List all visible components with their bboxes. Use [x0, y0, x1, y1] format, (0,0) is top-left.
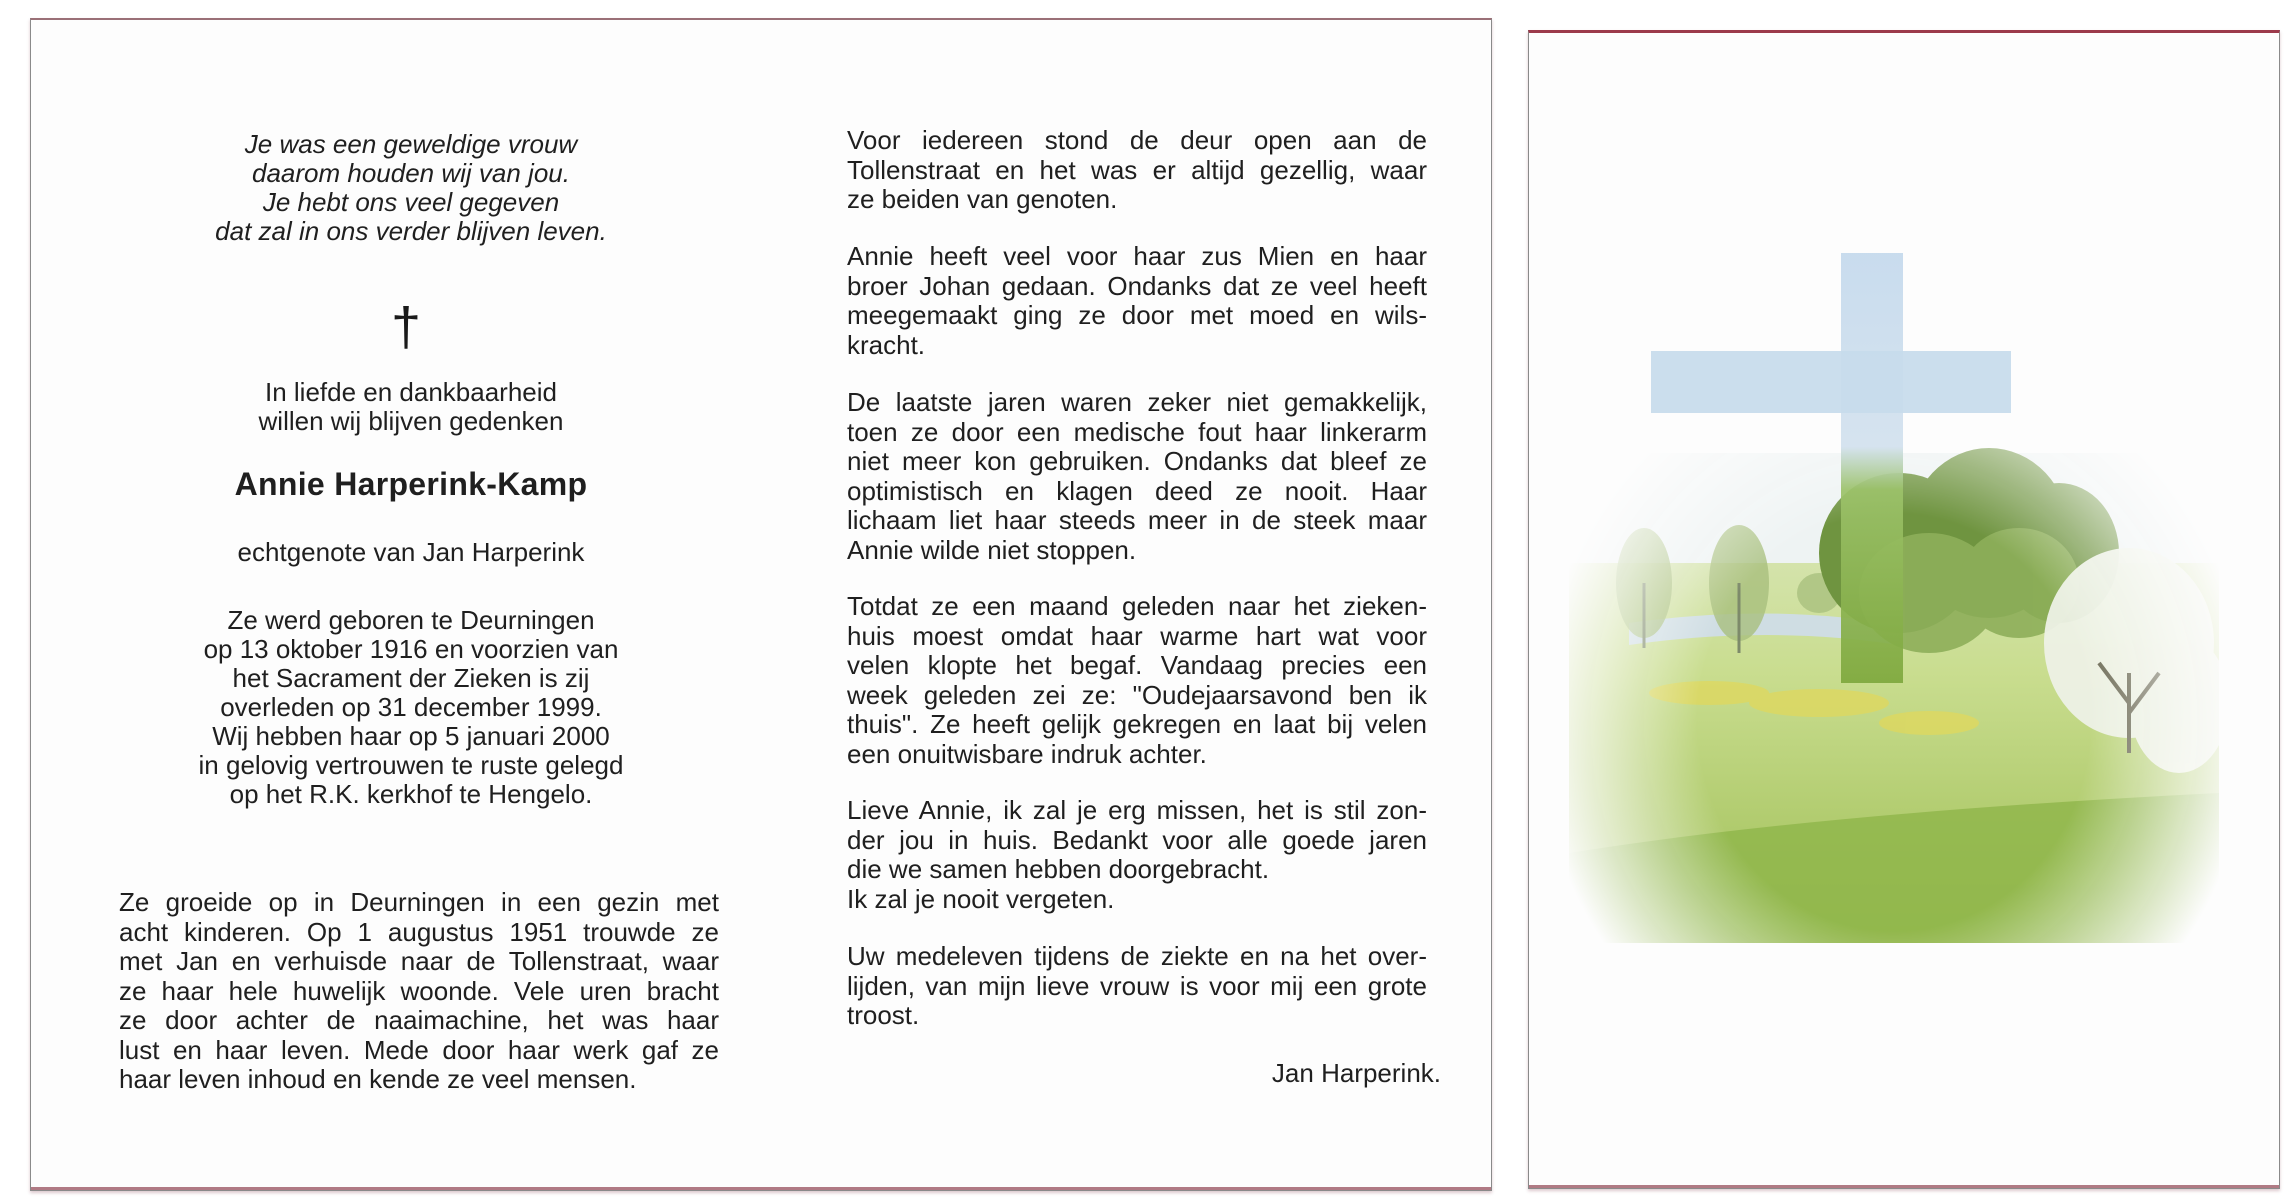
poem [31, 130, 791, 246]
picture-card [1528, 30, 2280, 1189]
paragraph-line: lichaam liet haar steeds meer in de steek maar [847, 505, 1427, 535]
bio-line: Ze groeide op in Deurningen in een gezin met [119, 887, 719, 917]
poem-line: Je was een geweldige vrouw [244, 129, 578, 159]
memory-paragraph [847, 388, 1427, 565]
detail-line: Ze werd geboren te Deurningen [227, 605, 595, 635]
detail-line: het Sacrament der Zieken is zij [232, 663, 590, 693]
intro-text [31, 378, 791, 436]
thanks-paragraph [847, 942, 1427, 1031]
bio-line: acht kinderen. Op 1 augustus 1951 trouwde ze [119, 916, 719, 947]
detail-line: overleden op 31 december 1999. [220, 692, 602, 722]
detail-line: op 13 oktober 1916 en voorzien van [203, 634, 619, 664]
paragraph-line: een onuitwisbare indruk achter. [847, 738, 1207, 769]
paragraph-line: De laatste jaren waren zeker niet gemakkelijk, [847, 387, 1427, 417]
deceased-name: Annie Harperink-Kamp [234, 466, 588, 502]
detail-line: op het R.K. kerkhof te Hengelo. [229, 779, 593, 809]
intro-line: In liefde en dankbaarheid [264, 377, 557, 407]
intro-line: willen wij blijven gedenken [258, 406, 564, 436]
text-card [30, 18, 1492, 1191]
paragraph-line: Tollenstraat en het was er altijd gezellig, waar [847, 154, 1427, 185]
paragraph-line: Uw medeleven tijdens de ziekte en na het over- [847, 941, 1427, 971]
paragraph-line: broer Johan gedaan. Ondanks dat ze veel heeft [847, 270, 1427, 301]
cross-icon: † [390, 297, 422, 357]
poem-line: daarom houden wij van jou. [252, 158, 570, 188]
paragraph-line: Annie heeft veel voor haar zus Mien en haar [847, 241, 1427, 271]
paragraph-line: optimistisch en klagen deed ze nooit. Haar [847, 475, 1427, 506]
paragraph-line: huis moest omdat haar warme hart wat voor [847, 620, 1427, 651]
paragraph-line: Annie wilde niet stoppen. [847, 534, 1137, 565]
detail-line: in gelovig vertrouwen te ruste gelegd [198, 750, 624, 780]
bio-line: ze haar hele huwelijk woonde. Vele uren bracht [119, 975, 719, 1006]
detail-line: Wij hebben haar op 5 januari 2000 [212, 721, 610, 751]
signature: Jan Harperink. [1271, 1058, 1441, 1088]
biography-paragraph [119, 888, 719, 1095]
bio-line: lust en haar leven. Mede door haar werk gaf ze [119, 1034, 719, 1065]
memory-paragraph [847, 796, 1427, 914]
birth-death-details [31, 606, 791, 809]
bio-line: haar leven inhoud en kende ze veel mensen. [119, 1064, 637, 1094]
paragraph-line: thuis". Ze heeft gelijk gekregen en laat bij velen [847, 709, 1427, 739]
paragraph-line: troost. [847, 1000, 920, 1030]
left-column [31, 20, 791, 1190]
spouse-line: echtgenote van Jan Harperink [237, 537, 585, 567]
paragraph-line: niet meer kon gebruiken. Ondanks dat bleef ze [847, 446, 1427, 476]
paragraph-line: ze beiden van genoten. [847, 184, 1118, 214]
paragraph-line: velen klopte het begaf. Vandaag precies een [847, 650, 1427, 680]
memory-paragraph [847, 592, 1427, 769]
poem-line: Je hebt ons veel gegeven [262, 187, 560, 217]
paragraph-line: lijden, van mijn lieve vrouw is voor mij een grote [847, 970, 1427, 1001]
paragraph-line: der jou in huis. Bedankt voor alle goede jaren [847, 824, 1427, 855]
paragraph-line: Ik zal je nooit vergeten. [847, 883, 1115, 914]
cross-landscape-image [1569, 253, 2219, 943]
bio-line: ze door achter de naaimachine, het was haar [119, 1005, 719, 1035]
bio-line: met Jan en verhuisde naar de Tollenstraat, waar [119, 946, 719, 976]
paragraph-line: Voor iedereen stond de deur open aan de [847, 125, 1427, 155]
paragraph-line: toen ze door een medische fout haar linkerarm [847, 416, 1427, 447]
paragraph-line: week geleden zei ze: "Oudejaarsavond ben ik [847, 679, 1427, 710]
paragraph-line: die we samen hebben doorgebracht. [847, 854, 1270, 884]
memory-paragraph [847, 242, 1427, 360]
paragraph-line: meegemaakt ging ze door met moed en wils- [847, 300, 1427, 330]
paragraph-line: kracht. [847, 329, 926, 360]
right-column [811, 20, 1491, 1190]
poem-line: dat zal in ons verder blijven leven. [215, 216, 607, 246]
paragraph-line: Lieve Annie, ik zal je erg missen, het is stil zon- [847, 795, 1427, 825]
paragraph-line: Totdat ze een maand geleden naar het zieken- [847, 591, 1427, 621]
memory-paragraph [847, 126, 1427, 215]
